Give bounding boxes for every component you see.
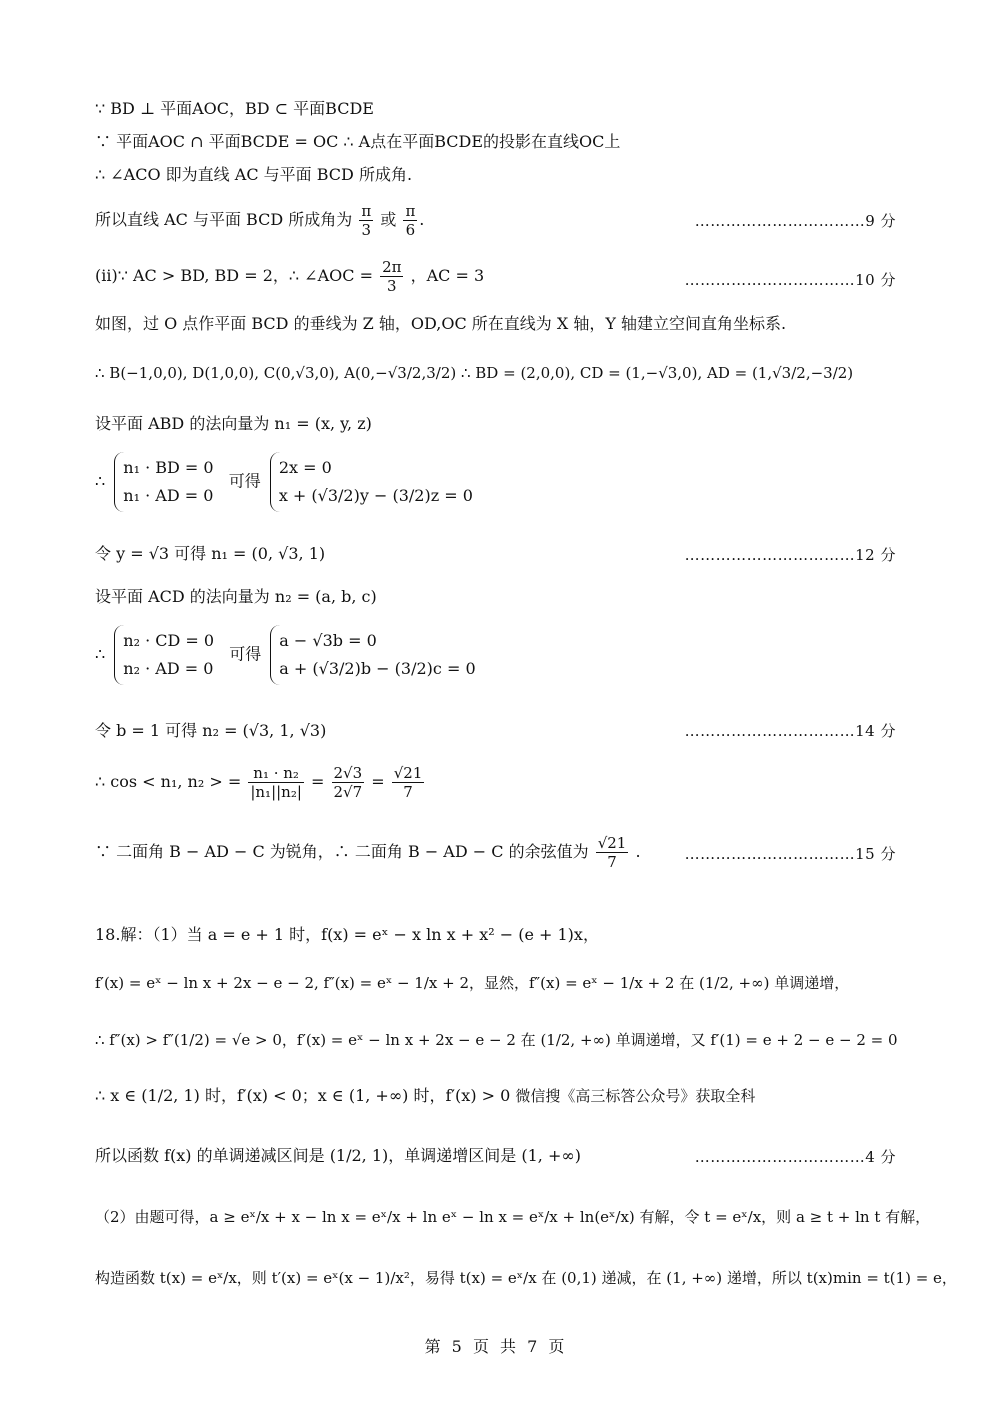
q18-sign-text: ∴ x ∈ (1/2, 1) 时，f′(x) < 0；x ∈ (1, +∞) 时，f′(x) > 0: [95, 1086, 511, 1105]
part-ii-ac: ，AC = 3: [410, 266, 485, 285]
line-q18-derivatives: f′(x) = eˣ − ln x + 2x − e − 2, f″(x) = eˣ − 1/x + 2，显然，f″(x) = eˣ − 1/x + 2 在 (1/2, +∞) 单调递增，: [95, 974, 850, 992]
system-acd-mid: 可得: [229, 644, 262, 664]
system-acd-conditions: n₂ · CD = 0 n₂ · AD = 0: [114, 625, 220, 685]
line-part-ii: [95, 258, 484, 295]
fraction-2pi-3: $\frac{2\pi}{3}$: [382, 258, 402, 295]
angle-answer-or: 或: [380, 210, 397, 229]
cosine-text: ∴ cos < n₁, n₂ > =: [95, 772, 242, 791]
line-angle-answer: 所以直线 AC 与平面 BCD 所成角为 $\frac{\pi}{3}$ 或 $\frac{\pi}{6}$ .: [95, 202, 425, 239]
score-12: ……………………………12 分: [684, 546, 896, 564]
score-15: ……………………………15 分: [684, 845, 896, 863]
line-cosine: ∴ cos < n₁, n₂ > = $\frac{\text{n₁ · n₂}}{\text{|n₁||n₂|}}$ = $\frac{2√3}{2√7}$ = $\frac{√21}{7}$: [95, 764, 423, 801]
line-n1-result: 令 y = √3 可得 n₁ = (0, √3, 1): [95, 544, 326, 563]
system-abd: ∴ n₁ · BD = 0 n₁ · AD = 0 可得 2x = 0 x + (√3/2)y − (3/2)z = 0: [95, 452, 483, 512]
line-plane-intersection: ∵ 平面AOC ∩ 平面BCDE = OC ∴ A点在平面BCDE的投影在直线OC上: [95, 132, 621, 151]
score-10: ……………………………10 分: [684, 271, 896, 289]
line-q18-monotone: ∴ f″(x) > f″(1/2) = √e > 0，f′(x) = eˣ − ln x + 2x − e − 2 在 (1/2, +∞) 单调递增，又 f′(1) = e + 2 − e − 2 = 0: [95, 1031, 898, 1049]
line-angle-aco: ∴ ∠ACO 即为直线 AC 与平面 BCD 所成角.: [95, 165, 413, 184]
line-dihedral: ∵ 二面角 B − AD − C 为锐角，∴ 二面角 B − AD − C 的余弦值为 $\frac{√21}{7}$ .: [95, 834, 641, 871]
system-acd: ∴ n₂ · CD = 0 n₂ · AD = 0 可得 a − √3b = 0 a + (√3/2)b − (3/2)c = 0: [95, 625, 486, 685]
line-q18-intervals: 所以函数 f(x) 的单调递减区间是 (1/2, 1)，单调递增区间是 (1, +∞): [95, 1146, 581, 1165]
line-q18-part2: （2）由题可得，a ≥ eˣ/x + x − ln x = eˣ/x + ln eˣ − ln x = eˣ/x + ln(eˣ/x) 有解，令 t = eˣ/x，则 a ≥ t + ln t 有解，: [95, 1208, 931, 1226]
line-coordinate-system: 如图，过 O 点作平面 BCD 的垂线为 Z 轴，OD,OC 所在直线为 X 轴，Y 轴建立空间直角坐标系.: [95, 314, 787, 333]
watermark-text: 微信搜《高三标答公众号》获取全科: [515, 1087, 756, 1105]
fraction-cos-1: $\frac{\text{n₁ · n₂}}{\text{|n₁||n₂|}}$: [250, 764, 302, 801]
system-abd-mid: 可得: [228, 471, 261, 491]
part-ii-text: (ii)∵ AC > BD, BD = 2，∴ ∠AOC =: [95, 266, 373, 285]
line-q18-construct: 构造函数 t(x) = eˣ/x，则 t′(x) = eˣ(x − 1)/x²，易得 t(x) = eˣ/x 在 (0,1) 递减，在 (1, +∞) 递增，所以 t(x)min = t(1) = e，: [95, 1269, 957, 1287]
fraction-pi-6: $\frac{\pi}{6}$: [405, 202, 416, 239]
line-normal-acd: 设平面 ACD 的法向量为 n₂ = (a, b, c): [95, 587, 377, 606]
line-q18-intro: 18.解：（1）当 a = e + 1 时，f(x) = eˣ − x ln x + x² − (e + 1)x，: [95, 925, 599, 944]
fraction-cos-3: $\frac{√21}{7}$: [393, 764, 423, 801]
score-4: ……………………………4 分: [694, 1148, 896, 1166]
score-14: ……………………………14 分: [684, 722, 896, 740]
system-abd-equations: 2x = 0 x + (√3/2)y − (3/2)z = 0: [270, 452, 479, 512]
line-n2-result: 令 b = 1 可得 n₂ = (√3, 1, √3): [95, 721, 327, 740]
fraction-cos-2: $\frac{2√3}{2√7}$: [333, 764, 363, 801]
fraction-pi-3: $\frac{\pi}{3}$: [361, 202, 372, 239]
page-footer: 第 5 页 共 7 页: [424, 1337, 568, 1356]
line-coordinates: ∴ B(−1,0,0), D(1,0,0), C(0,√3,0), A(0,−√3/2,3/2) ∴ BD = (2,0,0), CD = (1,−√3,0), AD = (1,√3/2,−3/2): [95, 364, 854, 382]
line-q18-sign: [95, 1085, 755, 1107]
score-9: ……………………………9 分: [694, 212, 896, 230]
fraction-answer: $\frac{√21}{7}$: [597, 834, 627, 871]
line-normal-abd: 设平面 ABD 的法向量为 n₁ = (x, y, z): [95, 414, 372, 433]
system-abd-conditions: n₁ · BD = 0 n₁ · AD = 0: [114, 452, 219, 512]
system-acd-equations: a − √3b = 0 a + (√3/2)b − (3/2)c = 0: [270, 625, 481, 685]
angle-answer-text: 所以直线 AC 与平面 BCD 所成角为: [95, 210, 353, 229]
dihedral-text: ∵ 二面角 B − AD − C 为锐角，∴ 二面角 B − AD − C 的余弦值为: [95, 842, 589, 861]
line-bd-perp: ∵ BD ⊥ 平面AOC，BD ⊂ 平面BCDE: [95, 99, 374, 118]
